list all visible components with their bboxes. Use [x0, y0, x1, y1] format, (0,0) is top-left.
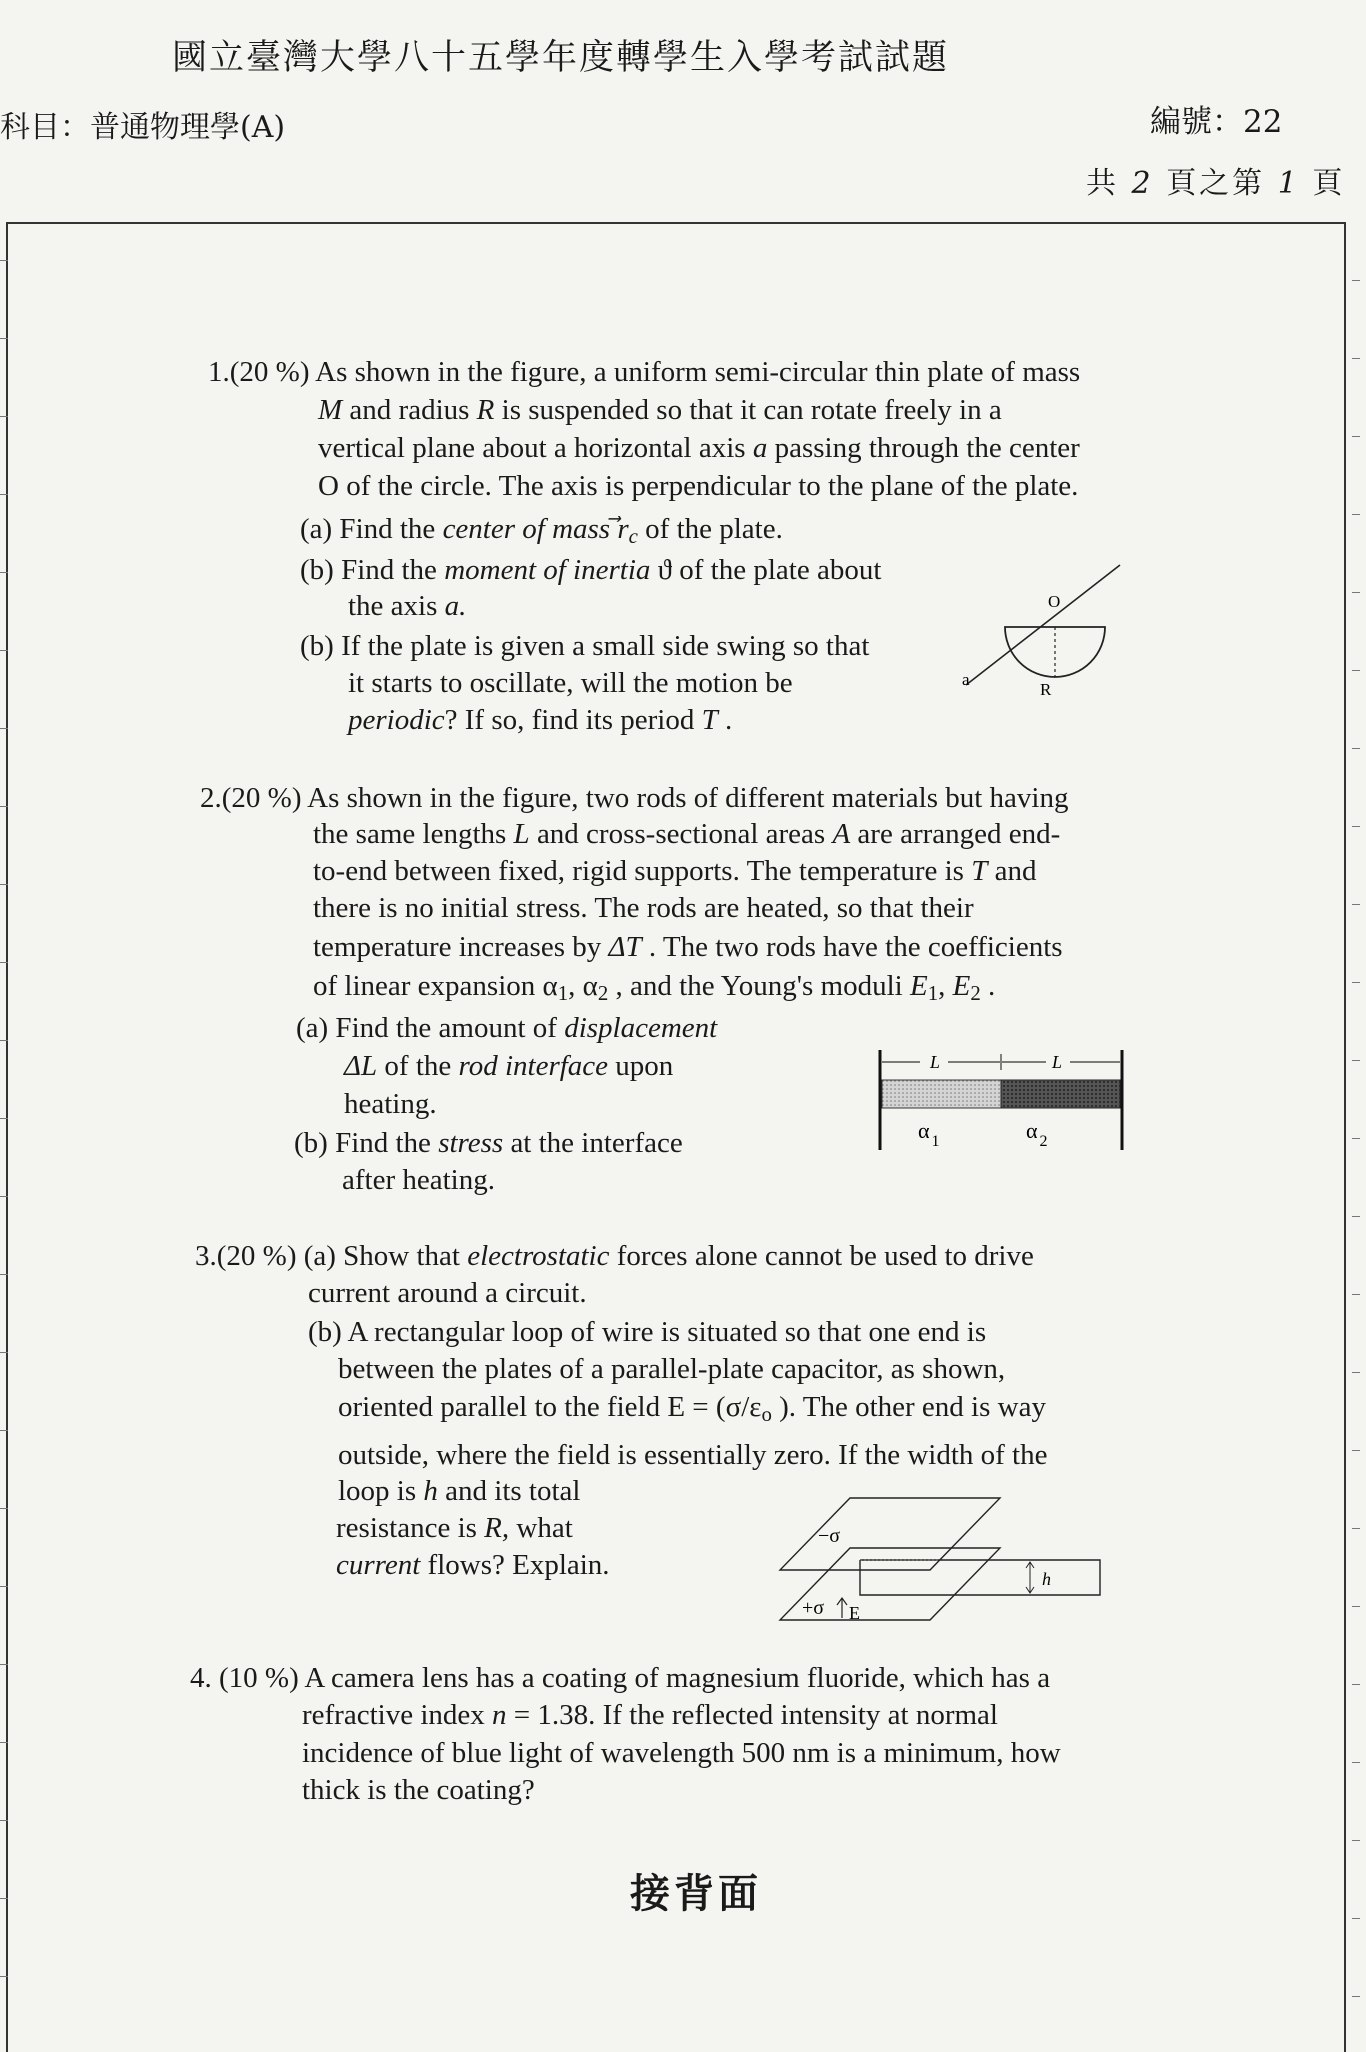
plus-sigma-label: +σ	[802, 1597, 825, 1619]
margin-tick	[0, 1976, 8, 1977]
q1-part-c: (b) If the plate is given a small side swing so that	[300, 630, 870, 662]
figure-label-o: O	[1048, 592, 1061, 611]
margin-tick	[0, 260, 8, 261]
margin-tick	[0, 650, 8, 651]
q2-line-6: of linear expansion $\alpha_1$, $\alpha_2$ , and the Young's moduli $E_1$, $E_2$ .	[313, 970, 996, 1006]
margin-tick	[1352, 592, 1360, 593]
page-suffix: 頁	[1312, 166, 1346, 201]
margin-tick	[1352, 748, 1360, 749]
margin-tick	[0, 1274, 8, 1275]
rod-length-label-1: L	[930, 1052, 941, 1072]
q2-line-5: temperature increases by ΔT . The two rods have the coefficients	[313, 931, 1063, 963]
margin-tick	[1352, 1606, 1360, 1607]
margin-tick	[0, 338, 8, 339]
minus-sigma-label: −σ	[818, 1525, 841, 1547]
rod-2	[1001, 1080, 1120, 1108]
h-label: h	[1042, 1569, 1051, 1589]
top-plate	[780, 1498, 1000, 1570]
q1-part-c-line-2: it starts to oscillate, will the motion be	[348, 667, 793, 699]
margin-tick	[0, 1196, 8, 1197]
q3-part-a: 3.(20 %) (a) Show that electrostatic forces alone cannot be used to drive	[195, 1240, 1034, 1272]
margin-tick	[1352, 358, 1360, 359]
margin-tick	[0, 1898, 8, 1899]
margin-tick	[1352, 1138, 1360, 1139]
q1-part-b-cont: the axis a.	[348, 590, 467, 622]
margin-tick	[0, 1664, 8, 1665]
rod-1	[882, 1080, 1001, 1108]
q2-line-1: 2.(20 %) As shown in the figure, two rods of different materials but having	[200, 782, 1069, 814]
margin-tick	[0, 1430, 8, 1431]
margin-tick	[0, 1742, 8, 1743]
q2-line-3: to-end between fixed, rigid supports. The temperature is T and	[313, 855, 1037, 887]
margin-tick	[1352, 670, 1360, 671]
field-e-label: E	[849, 1603, 860, 1623]
margin-tick	[1352, 826, 1360, 827]
margin-tick	[1352, 1996, 1360, 1997]
margin-tick	[0, 728, 8, 729]
wire-loop	[860, 1560, 1100, 1595]
margin-tick	[0, 494, 8, 495]
q2-part-b-line-2: after heating.	[342, 1164, 495, 1196]
two-rods-figure	[870, 1040, 1130, 1170]
page-prefix: 共	[1086, 166, 1119, 201]
q4-line-4: thick is the coating?	[302, 1774, 535, 1806]
q2-part-a: (a) Find the amount of displacement	[296, 1012, 718, 1044]
q3-part-b-line-2: between the plates of a parallel-plate capacitor, as shown,	[338, 1353, 1006, 1385]
rotation-axis-line	[966, 565, 1120, 685]
exam-code: 編號：22	[1150, 104, 1283, 140]
q3-part-b-line-7: current flows? Explain.	[336, 1549, 610, 1581]
q1-line-3: vertical plane about a horizontal axis a passing through the center	[318, 432, 1080, 464]
capacitor-loop-figure	[760, 1490, 1110, 1630]
q3-part-a-line-2: current around a circuit.	[308, 1277, 587, 1309]
margin-tick	[1352, 1528, 1360, 1529]
position-vector: $r_c$	[617, 513, 638, 549]
q4-line-2: refractive index n = 1.38. If the reflected intensity at normal	[302, 1699, 998, 1731]
q2-part-a-line-3: heating.	[344, 1088, 437, 1120]
margin-tick	[1352, 1450, 1360, 1451]
q2-part-a-line-2: ΔL of the rod interface upon	[344, 1050, 674, 1082]
q4-line-1: 4. (10 %) A camera lens has a coating of magnesium fluoride, which has a	[190, 1662, 1051, 1694]
continue-on-back-note: 接背面	[630, 1870, 762, 1917]
rod-length-label-2: L	[1052, 1052, 1063, 1072]
q4-line-3: incidence of blue light of wavelength 500 nm is a minimum, how	[302, 1737, 1061, 1769]
page-indicator	[1086, 158, 1345, 202]
margin-tick	[0, 1820, 8, 1821]
margin-tick	[1352, 1762, 1360, 1763]
semicircle-plate-figure	[950, 555, 1130, 715]
q3-part-b: (b) A rectangular loop of wire is situated so that one end is	[308, 1316, 987, 1348]
q1-part-c-line-3: periodic? If so, find its period T .	[348, 704, 733, 736]
q1-line-1: 1.(20 %) As shown in the figure, a uniform semi-circular thin plate of mass	[208, 356, 1081, 388]
margin-tick	[0, 416, 8, 417]
margin-tick	[1352, 1372, 1360, 1373]
margin-tick	[0, 1118, 8, 1119]
margin-tick	[0, 884, 8, 885]
figure-label-r: R	[1040, 680, 1052, 699]
page-current: 1	[1277, 166, 1300, 201]
margin-tick	[1352, 1294, 1360, 1295]
margin-tick	[1352, 280, 1360, 281]
margin-tick	[1352, 904, 1360, 905]
margin-tick	[0, 572, 8, 573]
alpha-1-label: α $_1$	[918, 1118, 940, 1150]
margin-tick	[1352, 1060, 1360, 1061]
margin-tick	[1352, 1216, 1360, 1217]
q1-line-2: M and radius R is suspended so that it can rotate freely in a	[318, 394, 1002, 426]
q3-part-b-line-5: loop is h and its total	[338, 1475, 581, 1507]
margin-tick	[1352, 1840, 1360, 1841]
q1-part-b: (b) Find the moment of inertia ϑ of the plate about	[300, 554, 882, 586]
margin-tick	[1352, 1684, 1360, 1685]
margin-tick	[0, 1508, 8, 1509]
margin-tick	[0, 1040, 8, 1041]
q1-part-a: (a) Find the center of mass $r_c$ of the plate.	[300, 513, 783, 549]
margin-tick	[1352, 514, 1360, 515]
exam-title: 國立臺灣大學八十五學年度轉學生入學考試試題	[172, 38, 950, 78]
page-middle: 頁之第	[1166, 166, 1266, 201]
alpha-2-label: α $_2$	[1026, 1118, 1048, 1150]
q2-line-4: there is no initial stress. The rods are heated, so that their	[313, 892, 974, 924]
q3-part-b-line-6: resistance is R, what	[336, 1512, 573, 1544]
q3-part-b-line-4: outside, where the field is essentially zero. If the width of the	[338, 1439, 1048, 1471]
q3-part-b-line-3: oriented parallel to the field $E = (\sigma/\varepsilon_o$ ). The other end is way	[338, 1391, 1046, 1427]
subject-label: 科目：普通物理學(A)	[0, 110, 286, 145]
q2-part-b: (b) Find the stress at the interface	[294, 1127, 683, 1159]
margin-tick	[1352, 982, 1360, 983]
margin-tick	[1352, 436, 1360, 437]
margin-tick	[0, 962, 8, 963]
page-total: 2	[1131, 166, 1154, 201]
margin-tick	[0, 1586, 8, 1587]
margin-tick	[0, 806, 8, 807]
q2-line-2: the same lengths L and cross-sectional areas A are arranged end-	[313, 818, 1061, 850]
q1-line-4: O of the circle. The axis is perpendicular to the plane of the plate.	[318, 470, 1079, 502]
margin-tick	[1352, 1918, 1360, 1919]
margin-tick	[0, 1352, 8, 1353]
figure-label-a: a	[962, 670, 970, 689]
